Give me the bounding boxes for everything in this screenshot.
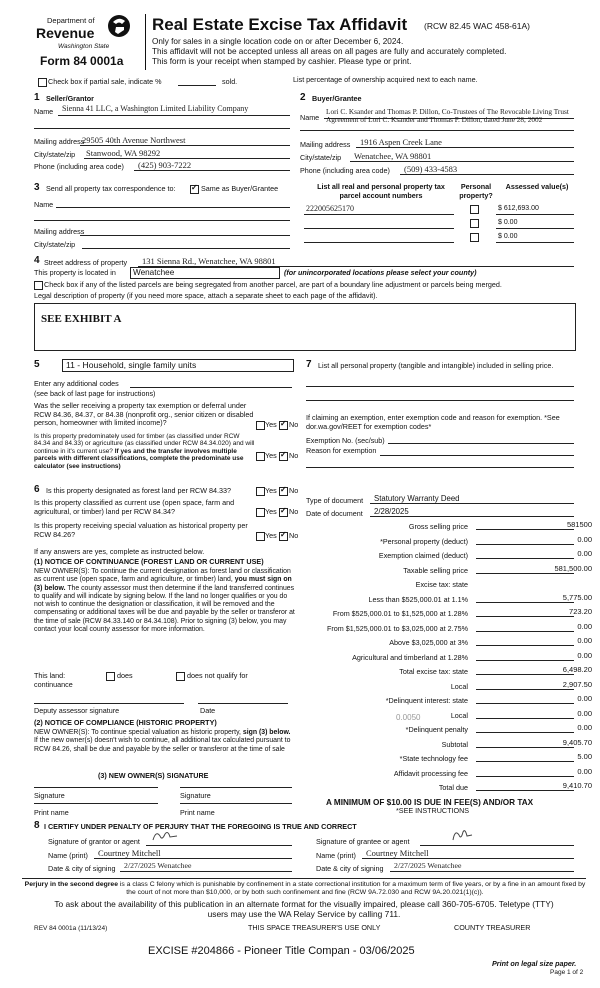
n1-text-a: NEW OWNER(S): To continue the current designation as forest land or classification as current use (open space, farm and agriculture, or timber) land,: [34, 568, 291, 584]
s6-number: 6: [34, 484, 40, 495]
tax-value[interactable]: 9,405.70: [562, 737, 592, 747]
n2-heading: (2) NOTICE OF COMPLIANCE (HISTORIC PROPERTY): [34, 718, 217, 727]
tax-line: [476, 558, 574, 559]
perjury-text: is a class C felony which is punishable by confinement in a state correctional institution for a maximum term of five years, or by a fine in an amount fixed by the court of not more than $10,000, or by both such confinement and fine (RCW 9A.72.030 and RCW 9A.20.021(1)(c)).: [119, 881, 586, 897]
exemption-no-label: Exemption No. (sec/sub): [306, 436, 385, 445]
s7-number: 7: [306, 359, 312, 370]
grantor-date-label: Date & city of signing: [48, 864, 116, 873]
partial-sale-checkbox[interactable]: [38, 78, 47, 87]
deputy-label: Deputy assessor signature: [34, 706, 120, 715]
s2-phone-label: Phone (including area code): [300, 166, 390, 175]
tax-value[interactable]: 2,907.50: [562, 679, 592, 689]
does-not-label: does not qualify for: [187, 671, 248, 680]
excise-stamp: EXCISE #204866 - Pioneer Title Compan - 03/06/2025: [148, 945, 415, 957]
tax-line: [476, 689, 574, 690]
s6-if-yes: If any answers are yes, complete as instructed below.: [34, 547, 205, 556]
minimum-due: A MINIMUM OF $10.00 IS DUE IN FEE(S) AND/OR TAX: [326, 798, 534, 807]
parcel-line: [304, 228, 454, 229]
grantee-sig-line: [420, 845, 574, 846]
s5-q1: Was the seller receiving a property tax exemption or deferral under RCW 84.36, 84.37, or 84.38 (nonprofit org., senior citizen or disabled person, homeowner with limited income)?: [34, 401, 254, 428]
s1-name-line2: [34, 128, 290, 129]
n3-sig-line-3: [34, 803, 158, 804]
tax-value[interactable]: 0.00: [577, 650, 592, 660]
tax-line: [476, 544, 574, 545]
s6-q1: Is this property designated as forest land per RCW 84.33?: [46, 486, 231, 495]
tax-label: From $525,000.01 to $1,525,000 at 1.28%: [332, 609, 468, 618]
treasurer-use-only: THIS SPACE TREASURER'S USE ONLY: [248, 923, 381, 932]
n2-text-b: sign (3) below.: [242, 729, 291, 736]
perjury-note: [24, 881, 586, 897]
parcel-line: [304, 242, 454, 243]
personal-property-checkbox[interactable]: [470, 205, 479, 214]
s4-street-label: Street address of property: [44, 258, 128, 267]
s6-q1-yes: Yes: [265, 486, 277, 495]
s2-number: 2: [300, 92, 306, 103]
dept-state: Washington State: [58, 43, 110, 50]
deputy-line: [34, 703, 184, 704]
tax-line: [476, 674, 574, 675]
dept-revenue: Revenue: [36, 25, 95, 41]
legal-size-note: Print on legal size paper.: [492, 959, 577, 968]
s4-number: 4: [34, 255, 40, 266]
grantee-sig-label: Signature of grantee or agent: [316, 837, 410, 846]
buyer-phone[interactable]: (509) 433-4583: [404, 164, 458, 174]
s6-q2-yes: Yes: [265, 507, 277, 516]
city-select-value: Wenatchee: [133, 268, 175, 277]
s7-line-2: [306, 400, 574, 401]
reason-line-2: [306, 467, 574, 468]
grantee-name-line: [362, 858, 574, 859]
grantor-signature[interactable]: [150, 828, 180, 844]
grantee-date[interactable]: 2/27/2025 Wenatchee: [394, 861, 462, 870]
grantor-name[interactable]: Courtney Mitchell: [98, 848, 161, 858]
s6-q2-yes-checkbox[interactable]: [256, 508, 265, 517]
s5-q1-yes-checkbox[interactable]: [256, 421, 265, 430]
tax-line: [476, 573, 574, 574]
grantor-name-line: [94, 858, 292, 859]
s7-label: List all personal property (tangible and intangible) included in selling price.: [318, 361, 554, 370]
form-rcw: (RCW 82.45 WAC 458-61A): [424, 21, 530, 31]
s6-q3-no: No: [289, 531, 299, 540]
grantor-sig-label: Signature of grantor or agent: [48, 837, 140, 846]
buyer-csz[interactable]: Wenatchee, WA 98801: [354, 151, 432, 161]
s1-csz-label: City/state/zip: [34, 150, 76, 159]
doc-date-line: [370, 516, 574, 517]
n3-heading: (3) NEW OWNER(S) SIGNATURE: [98, 771, 209, 780]
reason-line: [380, 455, 574, 456]
parcels-header: List all real and personal property tax parcel account numbers: [317, 182, 445, 200]
exemption-text: If claiming an exemption, enter exemption code and reason for exemption. *See dor.wa.gov/REET for exemption codes*: [306, 413, 560, 431]
s1-number: 1: [34, 92, 40, 103]
tax-label: Exemption claimed (deduct): [378, 551, 468, 560]
s1-name-label: Name: [34, 107, 54, 116]
tax-line: [476, 529, 574, 530]
s2-csz-label: City/state/zip: [300, 153, 342, 162]
land-use-code-select[interactable]: [62, 359, 294, 372]
legal-description-box[interactable]: [34, 303, 576, 351]
s6-q2-no: No: [289, 507, 299, 516]
tax-label: *Personal property (deduct): [380, 536, 468, 546]
header-sub3: This form is your receipt when stamped by cashier. Please type or print.: [152, 57, 412, 66]
partial-percent-field[interactable]: [178, 85, 216, 86]
s5-q2-bold: If yes and the transfer involves multiple parcels with different classifications, complete the predominate use calculator (see instructions): [34, 447, 244, 470]
tax-label: Total due: [438, 783, 468, 792]
deputy-date-label: Date: [200, 706, 216, 715]
does-checkbox[interactable]: [106, 672, 115, 681]
segregation-checkbox[interactable]: [34, 281, 43, 290]
tax-label: Agricultural and timberland at 1.28%: [352, 652, 468, 662]
doc-type-label: Type of document: [306, 496, 364, 505]
s5-q2-no-checkbox[interactable]: [279, 452, 288, 461]
tax-value[interactable]: 723.20: [569, 607, 592, 616]
tax-line: [476, 631, 574, 632]
tax-value[interactable]: 0.00: [577, 636, 592, 645]
add-codes-line: [130, 387, 292, 388]
legal-desc-label: Legal description of property (if you need more space, attach a separate sheet to each page of the affidavit).: [34, 291, 378, 300]
n1-text-c: The county assessor must then determine if the land transferred continues to qualify and will indicate by signing below. If the land no longer qualifies or you do not wish to continue the designation or classification, it will be removed and the compensating or additional taxes will be due and payable by the seller or transferor at the time of sale (RCW 84.33.140 or 84.34.108). Prior to signing (3) below, you may contact your local county assessor for more information.: [34, 584, 295, 633]
s8-number: 8: [34, 820, 40, 831]
tax-value[interactable]: 0.00: [577, 549, 592, 558]
tax-line: [476, 732, 574, 733]
s2-mail-line: [356, 147, 574, 148]
parcel-number[interactable]: 222005625170: [306, 204, 354, 213]
city-select[interactable]: [130, 267, 280, 279]
alt-format-note: To ask about the availability of this publication in an alternate format for the visually impaired, please call 360-705-6705. Teletype (TTY) users may use the WA Relay Service by calling 711.: [54, 899, 554, 920]
header-sub2: This affidavit will not be accepted unless all areas on all pages are fully and accurately completed.: [152, 47, 507, 56]
s1-phone-label: Phone (including area code): [34, 162, 124, 171]
s6-q2: Is this property classified as current use (open space, farm and agricultural, or timber) land per RCW 84.34?: [34, 498, 235, 516]
s3-name-line: [56, 207, 290, 208]
assessed-value[interactable]: $ 0.00: [498, 233, 518, 240]
s5-q2-yes-checkbox[interactable]: [256, 452, 265, 461]
local-rate: 0.0050: [396, 713, 421, 722]
partial-sold: sold.: [222, 77, 238, 86]
assessed-line: [496, 228, 574, 229]
tax-line: [476, 645, 574, 646]
tax-label: From $1,525,000.01 to $3,025,000 at 2.75%: [326, 623, 468, 633]
s1-heading: Seller/Grantor: [46, 94, 94, 103]
grantee-date-label: Date & city of signing: [316, 864, 384, 873]
reason-label: Reason for exemption: [306, 446, 377, 455]
ownership-note: List percentage of ownership acquired next to each name.: [293, 75, 478, 84]
n3-sig-label-1: Signature: [34, 791, 65, 800]
s4-located-label: This property is located in: [34, 268, 116, 277]
wa-logo-icon: [106, 12, 132, 40]
s3-number: 3: [34, 182, 40, 193]
s2-heading: Buyer/Grantee: [312, 94, 362, 103]
buyer-name[interactable]: Lori C. Ksander and Thomas P. Dillon, Co-Trustees of The Revocable Living Trust Agreement of Lori C. Ksander and Thomas P. Dillon, dated June 28, 2002: [326, 107, 569, 125]
s5-q1-yes: Yes: [265, 420, 277, 429]
seller-mailing[interactable]: 29505 40th Avenue Northwest: [82, 135, 186, 145]
tax-line: [476, 616, 574, 617]
tax-line: [476, 660, 574, 661]
buyer-mailing[interactable]: 1916 Aspen Creek Lane: [360, 137, 442, 147]
partial-sale-label: Check box if partial sale, indicate %: [48, 77, 162, 86]
n2-text-a: NEW OWNER(S): To continue special valuation as historic property,: [34, 729, 241, 736]
tax-label: *State technology fee: [399, 754, 468, 763]
n3-sig-line-4: [180, 803, 292, 804]
personal-property-checkbox[interactable]: [470, 219, 479, 228]
page-number: Page 1 of 2: [550, 969, 584, 976]
tax-value[interactable]: 5,775.00: [562, 592, 592, 602]
legal-description-value: SEE EXHIBIT A: [41, 313, 122, 325]
tax-value[interactable]: 0.00: [577, 621, 592, 631]
s5-q2-text: Is this property predominately used for timber (as classified under RCW 84.34 and 84.33) or agriculture (as classified under RCW 84.34.020) and will continue in it's current use?: [34, 433, 255, 455]
tax-line: [476, 776, 574, 777]
s3-label: Send all property tax correspondence to:: [46, 184, 176, 193]
s2-name-line: [324, 118, 574, 119]
s2-name-label: Name: [300, 113, 320, 122]
s6-q1-no-checkbox[interactable]: [279, 487, 288, 496]
tax-value[interactable]: 581,500.00: [554, 563, 592, 573]
s7-line-1: [306, 386, 574, 387]
n1-text-b: you must sign on (3) below.: [34, 576, 292, 592]
tax-label: Taxable selling price: [403, 565, 468, 575]
tax-label: Local: [450, 710, 468, 720]
tax-value[interactable]: 6,498.20: [562, 665, 592, 674]
n1-heading: (1) NOTICE OF CONTINUANCE (FOREST LAND OR CURRENT USE): [34, 557, 264, 566]
s5-q1-no: No: [289, 420, 299, 429]
form-title: Real Estate Excise Tax Affidavit: [152, 15, 408, 34]
rev-number: REV 84 0001a (11/13/24): [34, 925, 108, 932]
parcel-line: [304, 214, 454, 215]
s5-q1-no-checkbox[interactable]: [279, 421, 288, 430]
personal-property-header: Personal property?: [459, 182, 493, 200]
s5-q2: [34, 433, 256, 470]
assessed-value[interactable]: $ 0.00: [498, 219, 518, 226]
grantee-name[interactable]: Courtney Mitchell: [366, 848, 429, 858]
assessed-header: Assessed value(s): [505, 182, 569, 191]
grantee-signature[interactable]: [450, 826, 474, 844]
s5-q2-yes: Yes: [265, 451, 277, 460]
s2-name-line2: [300, 130, 574, 131]
does-label: does: [117, 671, 133, 680]
same-as-buyer-label: Same as Buyer/Grantee: [201, 184, 279, 193]
tax-line: [476, 703, 574, 704]
s3-name-line2: [34, 220, 290, 221]
s6-q1-yes-checkbox[interactable]: [256, 487, 265, 496]
tax-label: *Delinquent interest: state: [385, 696, 468, 705]
s3-csz-line: [82, 248, 290, 249]
perjury-bold: Perjury in the second degree: [24, 881, 118, 888]
tax-label: Excise tax: state: [415, 580, 468, 589]
tax-line: [476, 790, 574, 791]
does-not-checkbox[interactable]: [176, 672, 185, 681]
header-divider: [145, 14, 146, 70]
s2-csz-line: [350, 161, 574, 162]
n3-print-label-2: Print name: [180, 808, 215, 817]
add-codes-label: Enter any additional codes: [34, 379, 119, 388]
s5-number: 5: [34, 359, 40, 370]
grantee-date-line: [390, 871, 574, 872]
certify-text: I CERTIFY UNDER PENALTY OF PERJURY THAT THE FOREGOING IS TRUE AND CORRECT: [44, 822, 357, 831]
tax-value[interactable]: 0.00: [577, 694, 592, 703]
form-number: Form 84 0001a: [40, 54, 124, 68]
tax-line: [476, 602, 574, 603]
s3-csz-label: City/state/zip: [34, 240, 76, 249]
exemption-no-line: [388, 443, 574, 444]
s1-mail-label: Mailing address: [34, 137, 85, 146]
tax-value[interactable]: 9,410.70: [562, 781, 592, 790]
s2-phone-line: [400, 174, 574, 175]
s4-uninc-note: (for unincorporated locations please select your county): [284, 268, 477, 277]
footer-divider: [22, 878, 586, 879]
s5-q2-no: No: [289, 451, 299, 460]
tax-value[interactable]: 0.00: [577, 708, 592, 718]
doc-date-label: Date of document: [306, 509, 363, 518]
assessed-line: [496, 242, 574, 243]
see-back-label: (see back of last page for instructions): [34, 389, 156, 398]
tax-label: Gross selling price: [408, 522, 468, 531]
tax-label: Less than $525,000.01 at 1.1%: [368, 594, 468, 604]
tax-value[interactable]: 0.00: [577, 534, 592, 544]
s1-name-line: [58, 115, 290, 116]
tax-label: Above $3,025,000 at 3%: [389, 638, 468, 647]
tax-value[interactable]: 5.00: [577, 752, 592, 761]
seller-csz[interactable]: Stanwood, WA 98292: [86, 148, 161, 158]
grantee-name-label: Name (print): [316, 851, 356, 860]
tax-label: *Delinquent penalty: [405, 725, 468, 734]
dept-line: Department of: [47, 16, 95, 25]
s3-mail-label: Mailing address: [34, 227, 85, 236]
s2-mail-label: Mailing address: [300, 140, 351, 149]
s6-q1-no: No: [289, 486, 299, 495]
tax-label: Local: [450, 681, 468, 691]
s6-q2-no-checkbox[interactable]: [279, 508, 288, 517]
tax-label: Total excise tax: state: [399, 667, 468, 676]
same-as-buyer-checkbox[interactable]: [190, 185, 199, 194]
assessed-value[interactable]: $ 612,693.00: [498, 205, 539, 212]
s1-phone-line: [134, 170, 290, 171]
seller-name[interactable]: Sienna 41 LLC, a Washington Limited Liability Company: [62, 104, 249, 113]
tax-label: Subtotal: [441, 739, 468, 749]
grantor-date-line: [120, 871, 292, 872]
land-use-code-value: 11 - Household, single family units: [66, 360, 197, 370]
s3-mail-line: [80, 235, 290, 236]
s6-q3: Is this property receiving special valuation as historical property per RCW 84.26?: [34, 521, 248, 539]
tax-value[interactable]: 0.00: [577, 766, 592, 776]
seller-phone[interactable]: (425) 903-7222: [138, 160, 192, 170]
tax-value[interactable]: 0.00: [577, 723, 592, 732]
personal-property-checkbox[interactable]: [470, 233, 479, 242]
tax-label: Affidavit processing fee: [393, 768, 468, 778]
segregation-label: Check box if any of the listed parcels are being segregated from another parcel, are part of a boundary line adjustment or parcels being merged.: [44, 280, 502, 289]
grantor-date[interactable]: 2/27/2025 Wenatchee: [124, 861, 192, 870]
doc-date-value[interactable]: 2/28/2025: [374, 507, 409, 516]
s1-mail-line: [80, 145, 290, 146]
tax-line: [476, 718, 574, 719]
county-treasurer: COUNTY TREASURER: [454, 923, 531, 932]
tax-value[interactable]: 581500: [566, 520, 592, 529]
header-sub1: Only for sales in a single location code on or after December 6, 2024.: [152, 37, 404, 46]
property-street[interactable]: 131 Sienna Rd., Wenatchee, WA 98801: [142, 256, 276, 266]
n2-text-c: If the new owner(s) doesn't wish to continue, all additional tax calculated pursuant to RCW 84.26, shall be due and payable by the seller or transferor at the time of sale: [34, 737, 291, 753]
doc-type-line: [370, 503, 574, 504]
assessed-line: [496, 214, 574, 215]
n3-sig-line-1: [34, 787, 158, 788]
grantor-sig-line: [146, 845, 292, 846]
n3-print-label-1: Print name: [34, 808, 69, 817]
s6-q3-yes: Yes: [265, 531, 277, 540]
s1-csz-line: [84, 158, 290, 159]
tax-line: [476, 747, 574, 748]
n3-sig-label-2: Signature: [180, 791, 211, 800]
doc-type-value[interactable]: Statutory Warranty Deed: [374, 494, 460, 503]
tax-line: [476, 761, 574, 762]
see-instructions: *SEE INSTRUCTIONS: [396, 806, 470, 815]
continuance-label: continuance: [34, 680, 73, 689]
s3-name-label: Name: [34, 200, 54, 209]
this-land-label: This land:: [34, 671, 66, 680]
grantor-name-label: Name (print): [48, 851, 88, 860]
